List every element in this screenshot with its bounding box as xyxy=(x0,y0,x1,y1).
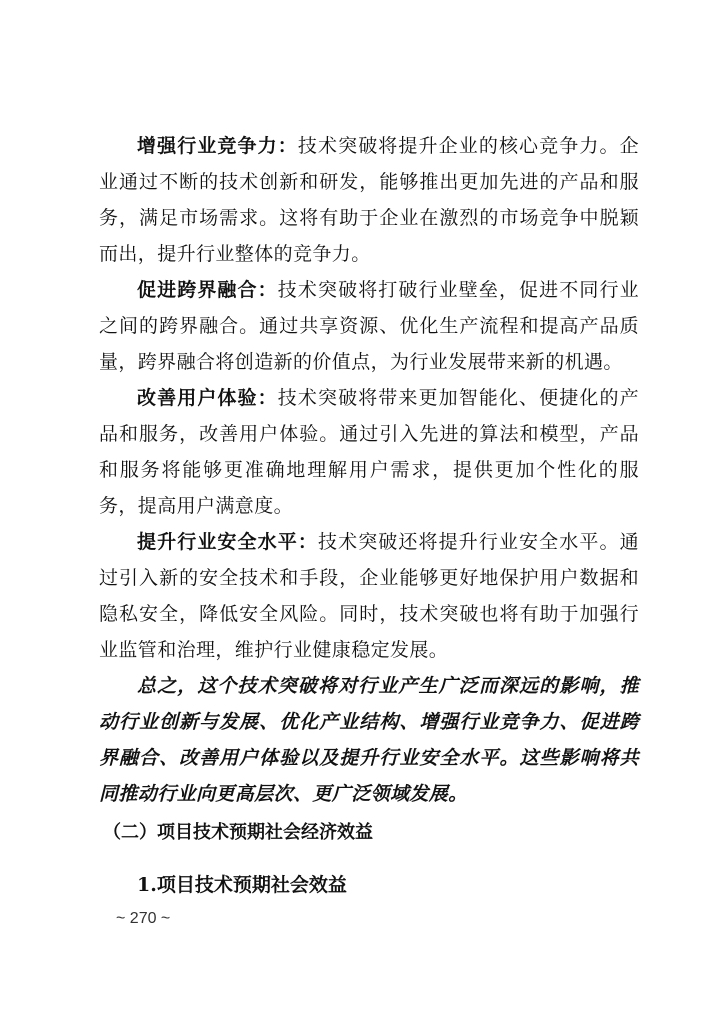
paragraph-lead: 增强行业竞争力： xyxy=(137,135,298,157)
paragraph-text: 技术突破还将提升行业安全水平。通过引入新的安全技术和手段，企业能够更好地保护用户数据和隐私安全，降低安全风险。同时，技术突破也将有助于加强行业监管和治理，维护行业健康稳定发展。 xyxy=(99,531,640,661)
paragraph-cross-industry-integration xyxy=(99,272,639,380)
paragraph-industry-competitiveness xyxy=(99,128,639,272)
paragraph-lead: 改善用户体验： xyxy=(137,387,278,409)
paragraph-lead: 促进跨界融合： xyxy=(137,279,278,301)
section-heading: （二）项目技术预期社会经济效益 xyxy=(103,822,373,843)
page-number: ~ 270 ~ xyxy=(116,910,171,927)
paragraph-lead: 提升行业安全水平： xyxy=(137,531,318,553)
summary-paragraph: 总之，这个技术突破将对行业产生广泛而深远的影响，推动行业创新与发展、优化产业结构、增强行业竞争力、促进跨界融合、改善用户体验以及提升行业安全水平。这些影响将共同推动行业向更高层次、更广泛领域发展。 xyxy=(99,675,639,805)
paragraph-text: 技术突破将打破行业壁垒，促进不同行业之间的跨界融合。通过共享资源、优化生产流程和提高产品质量，跨界融合将创造新的价值点，为行业发展带来新的机遇。 xyxy=(99,279,639,373)
paragraph-user-experience xyxy=(99,380,639,524)
paragraph-text: 技术突破将提升企业的核心竞争力。企业通过不断的技术创新和研发，能够推出更加先进的产品和服务，满足市场需求。这将有助于企业在激烈的市场竞争中脱颖而出，提升行业整体的竞争力。 xyxy=(99,135,639,265)
paragraph-text: 技术突破将带来更加智能化、便捷化的产品和服务，改善用户体验。通过引入先进的算法和模型，产品和服务将能够更准确地理解用户需求，提供更加个性化的服务，提高用户满意度。 xyxy=(99,387,639,517)
sub-heading: 1.项目技术预期社会效益 xyxy=(137,874,347,896)
paragraph-industry-safety xyxy=(99,524,639,668)
